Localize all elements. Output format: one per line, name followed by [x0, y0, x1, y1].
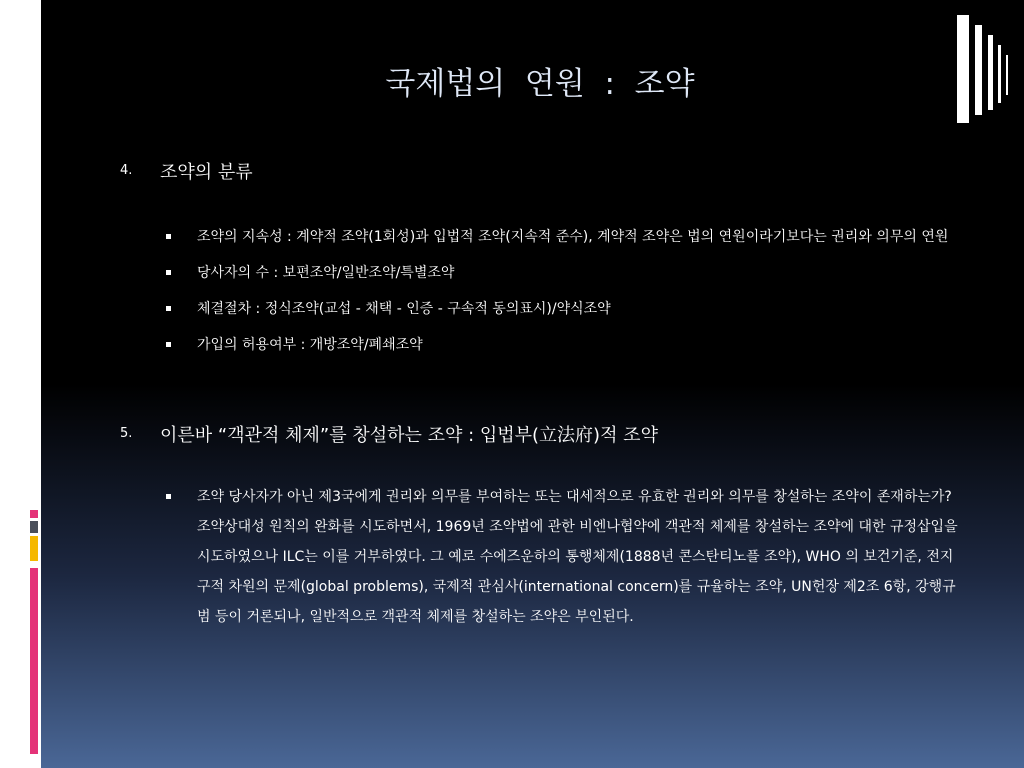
section-number: 4. — [120, 163, 133, 178]
bullet-text: 당사자의 수 : 보편조약/일반조약/특별조약 — [197, 265, 455, 281]
bullet-text: 조약 당사자가 아닌 제3국에게 권리와 의무를 부여하는 또는 대세적으로 유효한 권리와 의무를 창설하는 조약이 존재하는가? 조약상대성 원칙의 완화를 시도하면서, 1969년 조약법에 관한 비엔나협약에 객관적 체제를 창설하는 조약에 대한 규정삽입을 시도하였으나 ILC는 이를 거부하였다. 그 예로 수에즈운하의 통행체제(1888년 콘스탄티노플 조약), WHO 의 보건기준, 전지구적 차원의 문제(global problems), 국제적 관심사(international concern)를 규율하는 조약, UN헌장 제2조 6항, 강행규범 등이 거론되나, 일반적으로 객관적 체제를 창설하는 조약은 부인된다. — [197, 489, 958, 625]
bullet-text: 조약의 지속성 : 계약적 조약(1회성)과 입법적 조약(지속적 준수), 계약적 조약은 법의 연원이라기보다는 권리와 의무의 연원 — [197, 229, 949, 245]
bullet-square-icon — [166, 270, 171, 275]
accent-bar-pink — [30, 568, 38, 754]
slide-title: 국제법의 연원 : 조약 — [385, 66, 695, 102]
bullet-list-objective-regime — [166, 482, 966, 638]
list-item — [166, 330, 966, 360]
list-item — [166, 258, 966, 288]
accent-bar-gray — [30, 521, 38, 533]
decorative-squares-icon — [957, 15, 1017, 125]
bullet-square-icon — [166, 234, 171, 239]
bullet-text: 가입의 허용여부 : 개방조약/폐쇄조약 — [197, 337, 423, 353]
bullet-text: 체결절차 : 정식조약(교섭 - 채택 - 인증 - 구속적 동의표시)/약식조약 — [197, 301, 611, 317]
list-item — [166, 222, 966, 252]
section-heading-text: 조약의 분류 — [160, 162, 253, 183]
bullet-square-icon — [166, 306, 171, 311]
section-heading-text: 이른바 “객관적 체제”를 창설하는 조약 : 입법부(立法府)적 조약 — [160, 425, 658, 446]
bullet-square-icon — [166, 342, 171, 347]
accent-bar-pink-small — [30, 510, 38, 518]
bullet-square-icon — [166, 494, 171, 499]
list-item — [166, 294, 966, 324]
bullet-list-classification — [166, 222, 966, 366]
list-item — [166, 482, 966, 632]
section-number: 5. — [120, 426, 133, 441]
accent-bar-yellow — [30, 536, 38, 561]
